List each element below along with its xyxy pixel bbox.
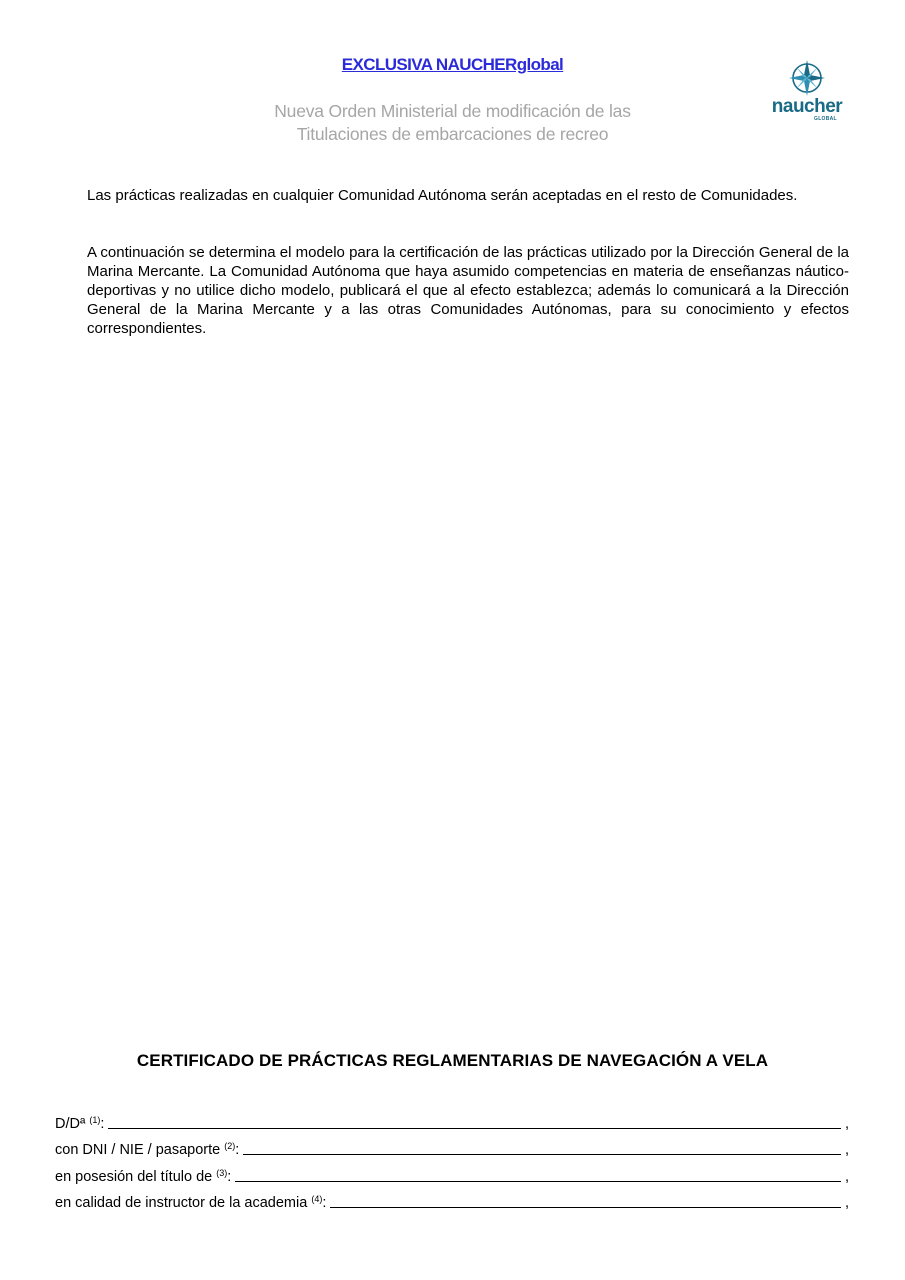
naucher-logo — [764, 58, 850, 126]
blank-line[interactable] — [330, 1206, 841, 1208]
field-label: D/Dª $^{(1)}$: — [55, 1115, 105, 1132]
blank-line[interactable] — [108, 1127, 841, 1129]
paragraph-modelo: A continuación se determina el modelo para la certificación de las prácticas utilizado por la Dirección General de la Marina Mercante. La Comunidad Autónoma que haya asumido competencias en materia de enseñanzas náutico-deportivas y no utilice dicho modelo, publicará el que al efecto establezca; además lo comunicará a la Dirección General de la Marina Mercante y a las otras Comunidades Autónomas, para su conocimiento y efectos correspondientes. — [87, 244, 849, 337]
form-field-dni — [55, 1136, 849, 1158]
field-end: , — [844, 1195, 849, 1211]
subtitle-line-1: Nueva Orden Ministerial de modificación de las — [274, 101, 631, 121]
compass-rose-icon — [764, 58, 850, 98]
blank-line[interactable] — [243, 1153, 841, 1155]
subtitle-line-2: Titulaciones de embarcaciones de recreo — [296, 124, 609, 144]
field-label: con DNI / NIE / pasaporte $^{(2)}$: — [55, 1141, 240, 1158]
logo-wordmark: naucher — [771, 96, 843, 117]
field-end: , — [844, 1142, 849, 1158]
paragraph-practicas: Las prácticas realizadas en cualquier Comunidad Autónoma serán aceptadas en el resto de Comunidades. — [87, 187, 798, 204]
field-label: en posesión del título de $^{(3)}$: — [55, 1168, 232, 1185]
certificate-title: CERTIFICADO DE PRÁCTICAS REGLAMENTARIAS DE NAVEGACIÓN A VELA — [136, 1051, 769, 1070]
field-end: , — [844, 1169, 849, 1185]
exclusiva-link[interactable]: EXCLUSIVA NAUCHERglobal — [341, 55, 564, 74]
form-field-academia — [55, 1189, 849, 1211]
blank-line[interactable] — [235, 1180, 841, 1182]
form-field-name — [55, 1110, 849, 1132]
logo-subtext: GLOBAL — [814, 116, 837, 122]
field-label: en calidad de instructor de la academia $^{(4)}$: — [55, 1194, 327, 1211]
field-end: , — [844, 1116, 849, 1132]
form-field-titulo — [55, 1163, 849, 1185]
